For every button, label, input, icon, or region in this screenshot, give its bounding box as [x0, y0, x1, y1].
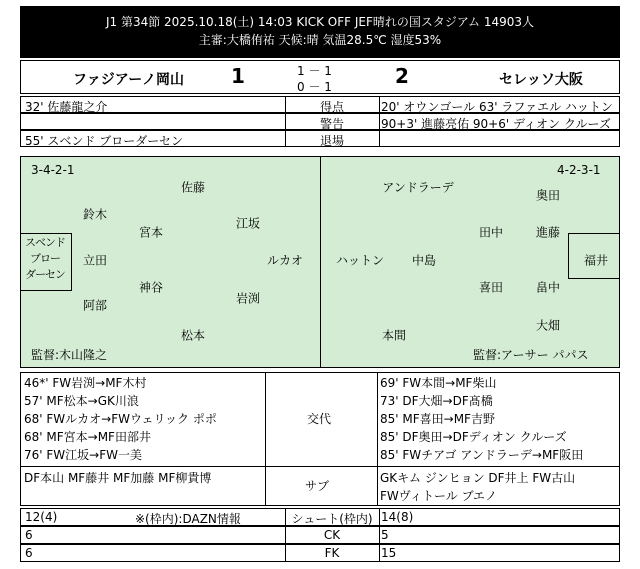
pitch — [20, 156, 620, 368]
home-player: 佐藤 — [180, 180, 206, 195]
halfway-line — [320, 157, 321, 367]
half1-score: 1 － 1 — [297, 64, 332, 78]
caution-row — [20, 113, 620, 130]
away-player: 中島 — [411, 253, 437, 268]
ck-label: CK — [323, 528, 341, 542]
fk-label: FK — [324, 546, 340, 560]
home-player: 宮本 — [138, 225, 164, 240]
away-formation: 4-2-3-1 — [557, 163, 601, 177]
home-player: 立田 — [82, 253, 108, 268]
home-sendoffs: 55' スベンド ブローダーセン — [25, 134, 183, 148]
away-player: 進藤 — [535, 225, 561, 240]
away-player: 大畑 — [535, 318, 561, 333]
away-sub: 69' FW本間→MF柴山 — [380, 376, 497, 390]
away-fk: 15 — [381, 546, 397, 560]
home-shots: 12(4) — [25, 510, 58, 524]
home-sub: 68' MF宮本→MF田部井 — [24, 430, 151, 444]
match-info: J1 第34節 2025.10.18(土) 14:03 KICK OFF JEF晴れの国スタジアム 14903人 — [105, 15, 535, 29]
home-score: 1 — [231, 64, 245, 88]
away-cautions: 90+3' 進藤亮佑 90+6' ディオン クルーズ — [381, 117, 611, 131]
home-formation: 3-4-2-1 — [31, 163, 75, 177]
stats-note: ※(枠内):DAZN情報 — [135, 512, 241, 526]
away-sub: 85' MF喜田→MF吉野 — [380, 412, 495, 426]
home-gk: スベンド ブロー ダーセン — [25, 236, 65, 281]
away-bench: FWヴィトール ブエノ — [380, 489, 498, 503]
home-player: 松本 — [180, 328, 206, 343]
away-sub: 73' DF大畑→DF髙橋 — [380, 394, 493, 408]
away-player: ハットン — [335, 253, 385, 268]
sendoff-label: 退場 — [319, 134, 344, 148]
away-player: 喜田 — [478, 280, 504, 295]
match-header — [20, 6, 620, 58]
away-team-name: セレッソ大阪 — [499, 72, 583, 88]
shots-row — [20, 508, 620, 526]
caution-label: 警告 — [319, 117, 344, 131]
away-manager: 監督:アーサー パパス — [473, 348, 589, 362]
away-score: 2 — [395, 64, 409, 88]
home-manager: 監督:木山隆之 — [31, 348, 108, 362]
home-goals: 32' 佐藤龍之介 — [25, 100, 108, 114]
sendoff-row — [20, 130, 620, 147]
home-ck: 6 — [25, 528, 33, 542]
substitutions-table — [20, 372, 620, 506]
away-ck: 5 — [381, 528, 389, 542]
home-player: ルカオ — [266, 253, 304, 268]
away-player: アンドラーデ — [382, 180, 454, 195]
half2-score: 0 － 1 — [297, 80, 332, 94]
away-player: 本間 — [381, 328, 407, 343]
shots-label: シュート(枠内) — [291, 512, 373, 526]
goal-row — [20, 96, 620, 113]
fk-row — [20, 544, 620, 562]
away-gk: 福井 — [583, 253, 609, 268]
bench-label: サブ — [305, 479, 330, 493]
away-sub: 85' DF奥田→DFディオン クルーズ — [380, 430, 567, 444]
home-player: 阿部 — [82, 298, 108, 313]
subs-label: 交代 — [307, 412, 332, 426]
away-player: 畠中 — [535, 280, 561, 295]
away-sub: 85' FWチアゴ アンドラーデ→MF阪田 — [380, 448, 584, 462]
home-bench: DF本山 MF藤井 MF加藤 MF柳貴博 — [24, 471, 212, 485]
away-shots: 14(8) — [381, 510, 414, 524]
away-player: 奥田 — [535, 188, 561, 203]
away-player: 田中 — [478, 225, 504, 240]
away-bench: GKキム ジンヒョン DF井上 FW古山 — [380, 471, 576, 485]
home-sub: 57' MF松本→GK川浪 — [24, 394, 139, 408]
home-player: 神谷 — [138, 280, 164, 295]
home-sub: 76' FW江坂→FW一美 — [24, 448, 142, 462]
home-sub: 46*' FW岩渕→MF木村 — [24, 376, 147, 390]
home-fk: 6 — [25, 546, 33, 560]
match-conditions: 主審:大橋侑祐 天候:晴 気温28.5℃ 湿度53% — [198, 33, 442, 47]
home-team-name: ファジアーノ岡山 — [73, 72, 185, 88]
home-sub: 68' FWルカオ→FWウェリック ポポ — [24, 412, 217, 426]
away-goals: 20' オウンゴール 63' ラファエル ハットン — [381, 100, 613, 114]
home-player: 岩渕 — [235, 291, 261, 306]
score-bar — [20, 60, 620, 94]
ck-row — [20, 526, 620, 544]
goal-label: 得点 — [319, 100, 344, 114]
home-player: 江坂 — [235, 216, 261, 231]
home-player: 鈴木 — [82, 207, 108, 222]
